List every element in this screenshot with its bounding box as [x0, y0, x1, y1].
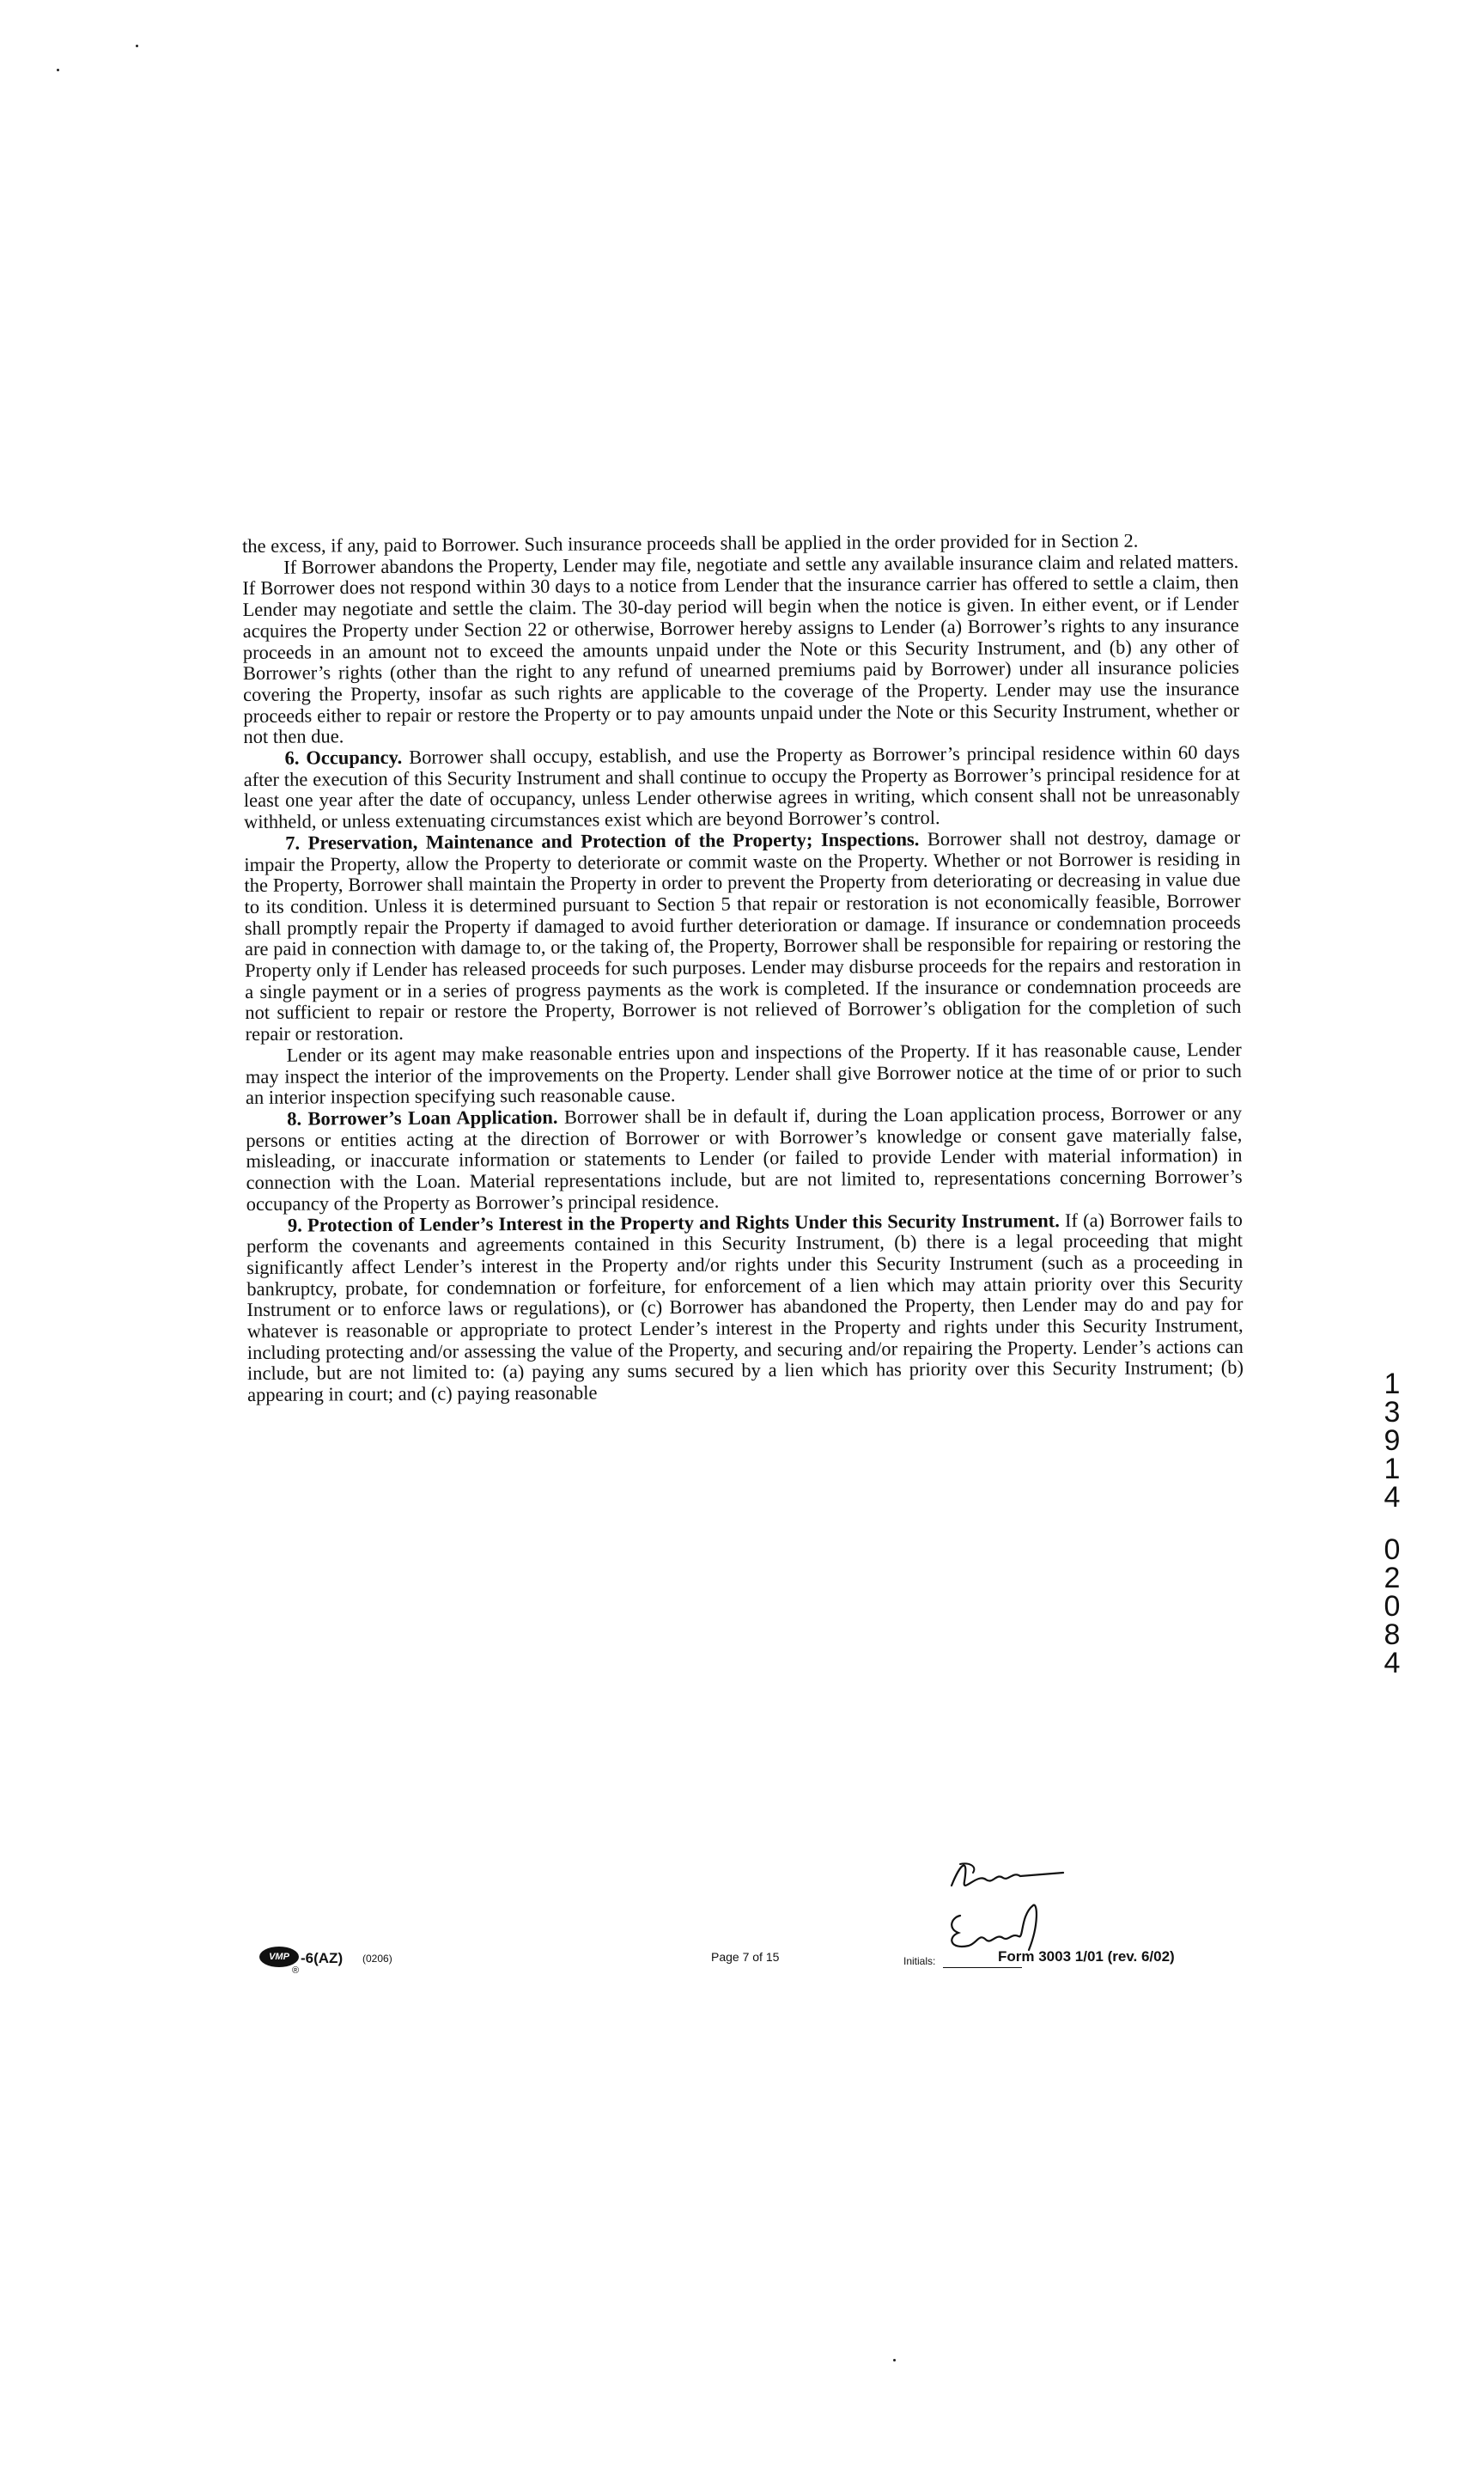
- stamp-digit: 9: [1384, 1424, 1401, 1457]
- paragraph-text: Borrower shall be in default if, during the Loan application process, Borrower or any persons or entities acting at the direction of Borrower or with Borrower’s knowledge or consent gave materially false, misleading, or inaccurate information or statements to Lender (or failed to provide Lender with material information) in connection with the Loan. Material representations include, but are not limited to, representations concerning Borrower’s occupancy of the Property as Borrower’s principal residence.: [246, 1101, 1243, 1215]
- section-occupancy: [244, 742, 1241, 833]
- stamp-digit: 4: [1384, 1481, 1401, 1514]
- stamp-gap: [1378, 1512, 1407, 1536]
- section-protection: [246, 1209, 1244, 1405]
- registered-mark: ®: [292, 1965, 300, 1976]
- scan-speck: [57, 69, 59, 71]
- section-heading: 7. Preservation, Maintenance and Protection of the Property; Inspections.: [285, 828, 920, 854]
- paragraph-text: Borrower shall not destroy, damage or impair the Property, allow the Property to deteriorate or commit waste on the Property. Whether or not Borrower is residing in the Property, Borrower shall maintain the Property in order to prevent the Property from deteriorating or decreasing in value due to its condition. Unless it is determined pursuant to Section 5 that repair or restoration is not economically feasible, Borrower shall promptly repair the Property if damaged to avoid further deterioration or damage. If insurance or condemnation proceeds are paid in connection with damage to, or the taking of, the Property, Borrower shall be responsible for repairing or restoring the Property only if Lender has released proceeds for such purposes. Lender may disburse proceeds for the repairs and restoration in a single payment or in a series of progress payments as the work is completed. If the insurance or condemnation proceeds are not sufficient to repair or restore the Property, Borrower is not relieved of Borrower’s obligation for the completion of such repair or restoration.: [244, 826, 1242, 1045]
- scan-speck: [136, 45, 138, 47]
- paragraph-text: Borrower shall occupy, establish, and use the Property as Borrower’s principal residence within 60 days after the execution of this Security Instrument and shall continue to occupy the Property as Borrower’s principal residence for at least one year after the date of occupancy, unless Lender otherwise agrees in writing, which consent shall not be unreasonably withheld, or unless extenuating circumstances exist which are beyond Borrower’s control.: [243, 740, 1240, 833]
- paragraph-text: If (a) Borrower fails to perform the covenants and agreements contained in this Security Instrument, (b) there is a legal proceeding that might significantly affect Lender’s interest in the Property and/or rights under this Security Instrument (such as a proceeding in bankruptcy, probate, for condemnation or forfeiture, for enforcement of a lien which may attain priority over this Security Instrument or to enforce laws or regulations), or (c) Borrower has abandoned the Property, then Lender may do and pay for whatever is reasonable or appropriate to protect Lender’s interest in the Property and rights under this Security Instrument, including protecting and/or assessing the value of the Property, and securing and/or repairing the Property. Lender’s actions can include, but are not limited to: (a) paying any sums secured by a lien which has priority over this Security Instrument; (b) appearing in court; and (c) paying reasonable: [246, 1208, 1244, 1406]
- page-footer: [240, 1941, 1245, 1984]
- stamp-digit: 1: [1384, 1368, 1401, 1400]
- paragraph: [246, 1039, 1242, 1109]
- scan-speck: [893, 2359, 896, 2361]
- stamp-digit: 3: [1384, 1396, 1401, 1429]
- paragraph-text: the excess, if any, paid to Borrower. Such insurance proceeds shall be applied in the order provided for in Section 2.: [241, 529, 1139, 557]
- stamp-digit: 8: [1384, 1618, 1401, 1651]
- initials-line: [943, 1967, 1022, 1968]
- vmp-logo: VMP: [259, 1947, 299, 1967]
- form-code-date: (0206): [362, 1953, 392, 1965]
- initials-label: Initials:: [903, 1955, 936, 1967]
- stamp-digit: 1: [1384, 1453, 1401, 1485]
- section-heading: 8. Borrower’s Loan Application.: [287, 1106, 558, 1130]
- paragraph: [242, 551, 1239, 748]
- form-number: Form 3003 1/01 (rev. 6/02): [998, 1948, 1175, 1965]
- stamp-digit: 0: [1384, 1533, 1401, 1566]
- body-text: [242, 530, 1244, 1406]
- page-number: Page 7 of 15: [711, 1950, 780, 1964]
- form-code: -6(AZ): [301, 1950, 344, 1966]
- section-heading: 9. Protection of Lender’s Interest in the Property and Rights Under this Security Instrument.: [287, 1209, 1060, 1236]
- stamp-digit: 4: [1384, 1647, 1401, 1679]
- stamp-digit: 0: [1384, 1590, 1401, 1623]
- paragraph-text: Lender or its agent may make reasonable entries upon and inspections of the Property. If it has reasonable cause, Lender may inspect the interior of the improvements on the Property. Lender shall give Borrower notice at the time of or prior to such an interior inspection specifying such reasonable cause.: [245, 1038, 1242, 1109]
- recording-stamp: [1378, 1370, 1407, 1678]
- section-loan-application: [246, 1103, 1243, 1216]
- paragraph-text: If Borrower abandons the Property, Lender may file, negotiate and settle any available insurance claim and related matters. If Borrower does not respond within 30 days to a notice from Lender that the insurance carrier has offered to settle a claim, then Lender may negotiate and settle the claim. The 30-day period will begin when the notice is given. In either event, or if Lender acquires the Property under Section 22 or otherwise, Borrower hereby assigns to Lender (a) Borrower’s rights to any insurance proceeds in an amount not to exceed the amounts unpaid under the Note or this Security Instrument, and (b) any other of Borrower’s rights (other than the right to any refund of unearned premiums paid by Borrower) under all insurance policies covering the Property, insofar as such rights are applicable to the coverage of the Property. Lender may use the insurance proceeds either to repair or restore the Property or to pay amounts unpaid under the Note or this Security Instrument, whether or not then due.: [242, 550, 1240, 748]
- section-preservation: [244, 827, 1241, 1045]
- handwritten-initials-upper: [943, 1847, 1072, 1898]
- stamp-digit: 2: [1384, 1562, 1401, 1594]
- section-heading: 6. Occupancy.: [284, 746, 403, 769]
